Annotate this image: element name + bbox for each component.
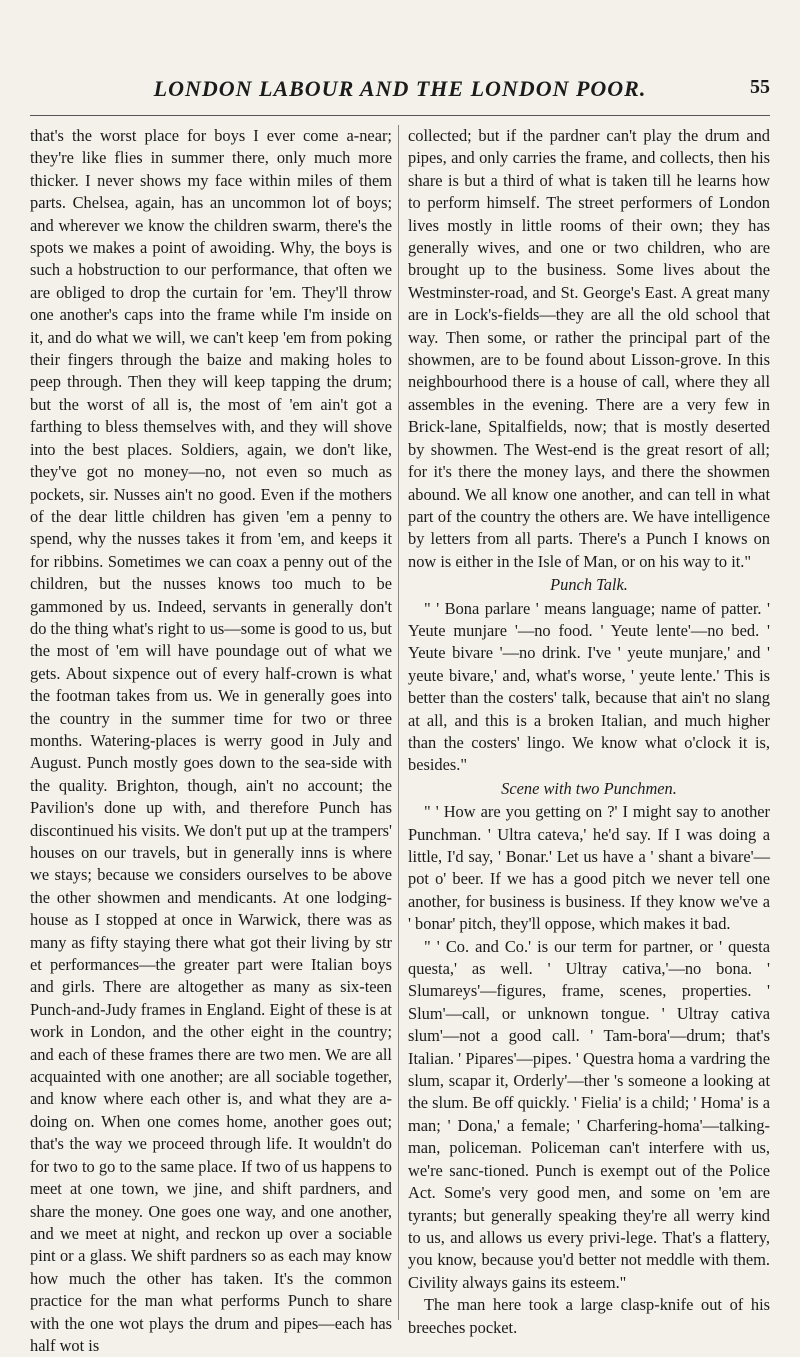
page-number: 55 [750,76,770,98]
left-column [30,125,392,1357]
paragraph: " ' Co. and Co.' is our term for partner, or ' questa questa,' as well. ' Ultray cativa,'—no bona. ' Slumareys'—figures, frame, scenes, properties. ' Slum'—call, or unknown tongue. ' Ultray cativa slum'—not a good call. ' Tam-bora'—drum; that's Italian. ' Pipares'—pipes. ' Questra homa a vardring the slum, scapar it, Orderly'—ther 's someone a looking at the slum. Be off quickly. ' Fielia' is a child; ' Homa' is a man; ' Dona,' a female; ' Charfering-homa'—talking-man, policeman. Policeman can't interfere with us, we're sanc-tioned. Punch is exempt out of the Police Act. Some's very good men, and some on 'em are tyrants; but generally speaking they're all werry kind to us, and allows us every privi-lege. That's a flattery, you know, because you'd better not meddle with them. Civility always gains its esteem." [408,936,770,1292]
paragraph: The man here took a large clasp-knife out of his breeches pocket. [408,1295,770,1337]
section-heading-scene: Scene with two Punchmen. [501,778,677,798]
page-header [0,70,800,110]
right-column [408,125,770,1339]
section-heading-punch-talk: Punch Talk. [550,575,628,595]
paragraph: collected; but if the pardner can't play the drum and pipes, and only carries the frame, and collects, then his share is but a third of what is taken till he learns how to perform himself. The street performers of London lives mostly in little rooms of their own; they has generally wives, and one or two children, who are brought up to the business. Some lives about the Westminster-road, and St. George's East. A great many are in Lock's-fields—they are all the old school that way. Then some, or rather the principal part of the showmen, are to be found about Lisson-grove. In this neighbourhood there is a house of call, where they all assembles in the evening. There are a very few in Brick-lane, Spitalfields, now; that is mostly deserted by showmen. The West-end is the great resort of all; for it's there the money lays, and there the showmen abound. We all know one another, and can tell in what part of the country the others are. We have intelligence by letters from all parts. There's a Punch I knows on now is either in the Isle of Man, or on his way to it." [408,126,770,571]
paragraph: " ' Bona parlare ' means language; name of patter. ' Yeute munjare '—no food. ' Yeute lente'—no bed. ' Yeute bivare '—no drink. I've ' yeute munjare,' and ' yeute bivare,' and, what's worse, ' yeute lente.' This is better than the costers' talk, because that ain't no slang at all, and this is a broken Italian, and much higher than the costers' lingo. We know what o'clock it is, besides." [408,598,770,775]
paragraph: " ' How are you getting on ?' I might say to another Punchman. ' Ultra cateva,' he'd say. If I was doing a little, I'd say, ' Bonar.' Let us have a ' shant a bivare'—pot o' beer. If we has a good pitch we never tell one another, for business is business. If they know we've a ' bonar' pitch, they'll oppose, which makes it bad. [408,802,770,934]
paragraph: that's the worst place for boys I ever come a-near; they're like flies in summer there, only much more thicker. I never shows my face within miles of them parts. Chelsea, again, has an uncommon lot of boys; and wherever we know the children swarm, there's the spots we makes a point of awoiding. Why, the boys is such a hobstruction to our performance, that often we are obliged to drop the curtain for 'em. They'll throw one another's caps into the frame while I'm inside on it, and do what we will, we can't keep 'em from poking their fingers through the baize and making holes to peep through. Then they will keep tapping the drum; but the worst of all is, the most of 'em ain't got a farthing to bless themselves with, and they will shove into the best places. Soldiers, again, we don't like, they've got no money—no, not even so much as pockets, sir. Nusses ain't no good. Even if the mothers of the dear little children has given 'em a penny to spend, why the nusses takes it from 'em, and keeps it for ribbins. Sometimes we can coax a penny out of the children, but the nusses knows too much to be gammoned by us. Indeed, servants in generally don't do the thing what's right to us—some is good to us, but the most of 'em will have poundage out of what we gets. About sixpence out of every half-crown is what the footman takes from us. We in generally goes into the country in the summer time for two or three months. Watering-places is werry good in July and August. Punch mostly goes down to the sea-side with the quality. Brighton, though, ain't no account; the Pavilion's done up with, and therefore Punch has discontinued his visits. We don't put up at the trampers' houses on our travels, but in generally inns is where we stays; because we considers ourselves to be above the other showmen and mendicants. At one lodging-house as I stopped at once in Warwick, there was as many as fifty staying there what got their living by str et performances—the greater part were Italian boys and girls. There are altogether as many as six-teen Punch-and-Judy frames in England. Eight of these is at work in London, and the other eight in the country; and each of these frames there are two men. We are all acquainted with one another; are all sociable together, and know where each other is, and what they are a-doing on. When one comes home, another goes out; that's the way we proceed through life. It wouldn't do for two to go to the same place. If two of us happens to meet at one town, we jine, and shift pardners, and share the money. One goes one way, and one another, and we meet at night, and reckon up over a sociable pint or a glass. We shift pardners so as each may know how much the other has taken. It's the common practice for the man what performs Punch to share with the one wot plays the drum and pipes—each has half wot is [30,126,392,1355]
header-rule [30,115,770,116]
running-head: LONDON LABOUR AND THE LONDON POOR. [153,76,647,101]
column-divider [398,125,399,1320]
